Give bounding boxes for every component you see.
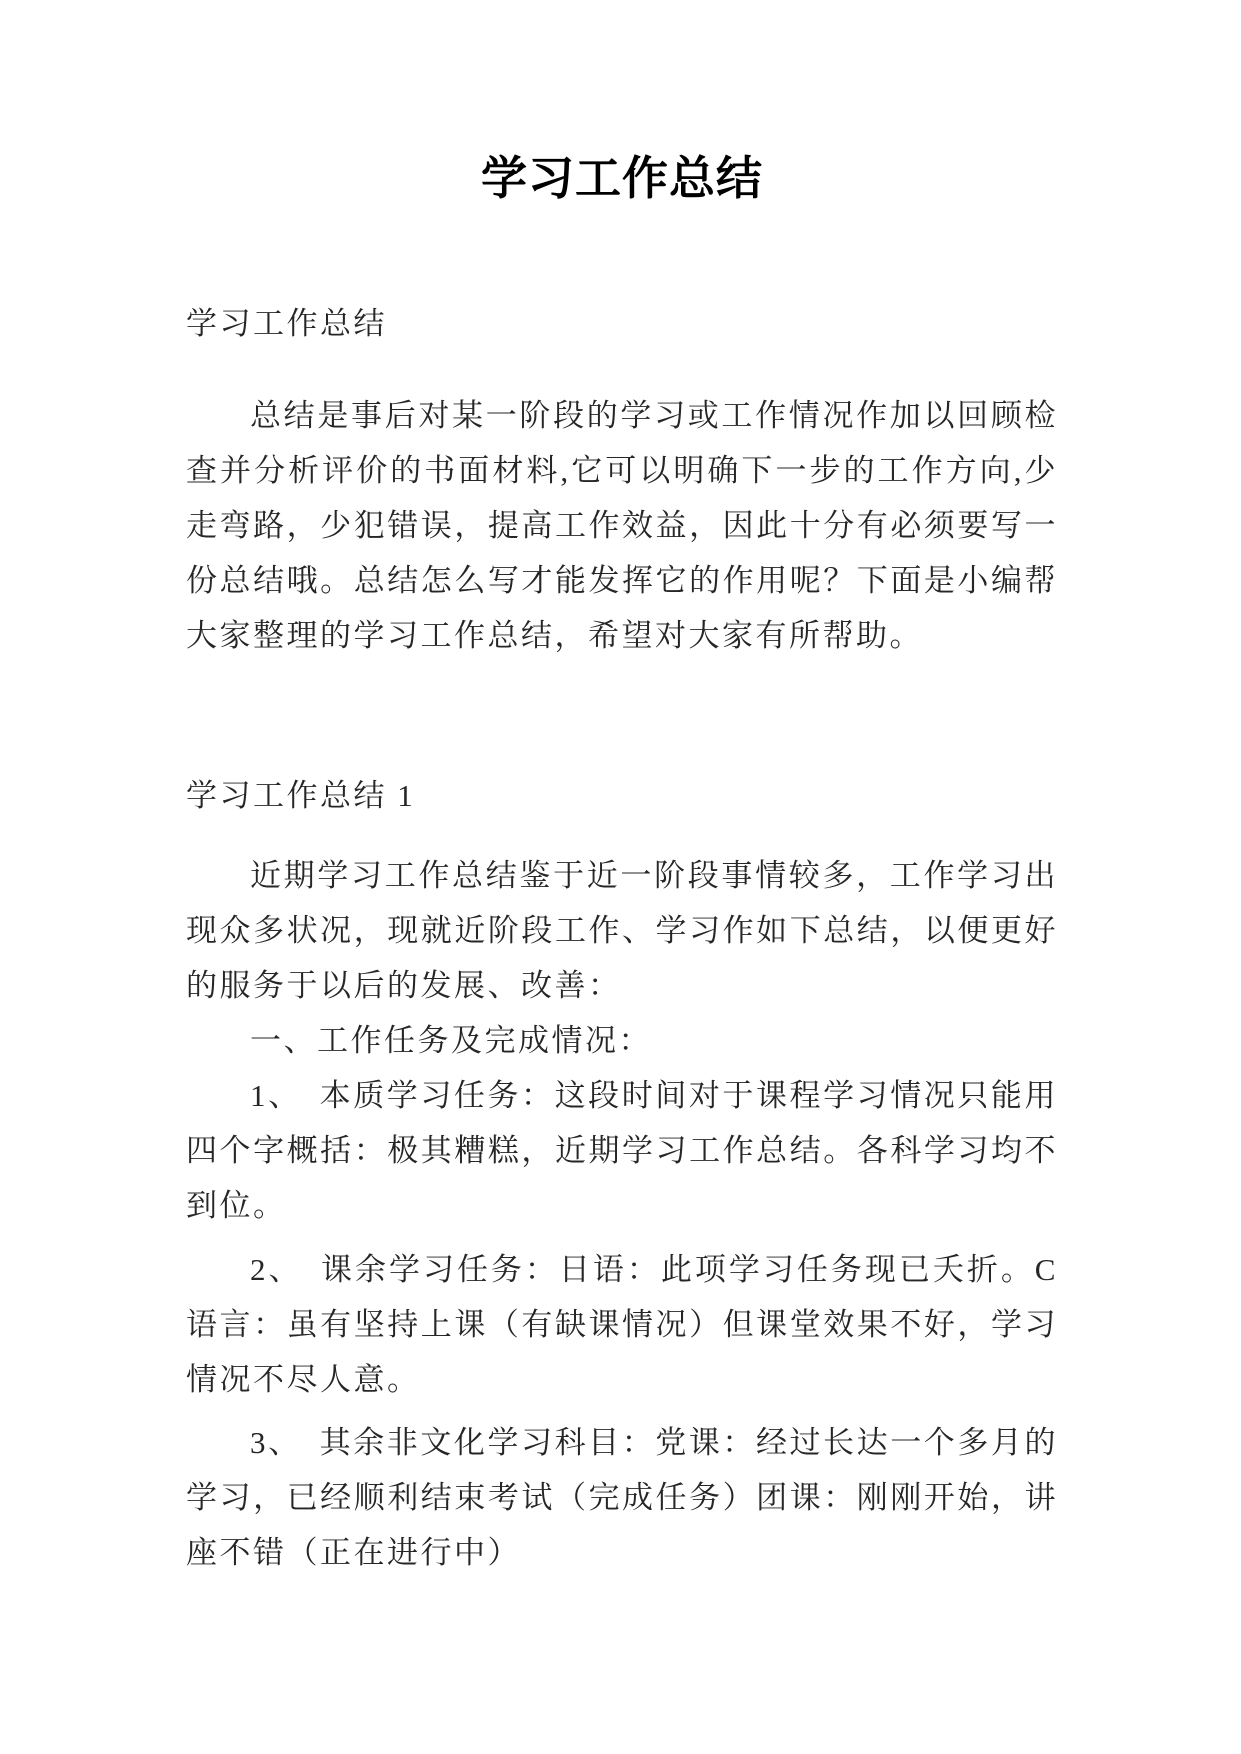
- list-item-2: 2、 课余学习任务：日语：此项学习任务现已夭折。C语言：虽有坚持上课（有缺课情况）但课堂效果不好，学习情况不尽人意。: [186, 1252, 1058, 1397]
- intro-paragraph: 总结是事后对某一阶段的学习或工作情况作加以回顾检查并分析评价的书面材料,它可以明确下一步的工作方向,少走弯路，少犯错误，提高工作效益，因此十分有必须要写一份总结哦。总结怎么写才能发挥它的作用呢？下面是小编帮大家整理的学习工作总结，希望对大家有所帮助。: [186, 398, 1058, 653]
- list-item-1: 1、 本质学习任务：这段时间对于课程学习情况只能用四个字概括：极其糟糕，近期学习工作总结。各科学习均不到位。: [186, 1078, 1058, 1223]
- section-intro-paragraph: 近期学习工作总结鉴于近一阶段事情较多，工作学习出现众多状况，现就近阶段工作、学习作如下总结，以便更好的服务于以后的发展、改善：: [186, 858, 1058, 1003]
- list-item-3: 3、 其余非文化学习科目：党课：经过长达一个多月的学习，已经顺利结束考试（完成任务）团课：刚刚开始，讲座不错（正在进行中）: [186, 1425, 1058, 1570]
- section-heading: 学习工作总结 1: [186, 778, 416, 813]
- section-subheading: 一、工作任务及完成情况：: [250, 1023, 652, 1058]
- document-subtitle: 学习工作总结: [186, 306, 387, 341]
- document-content: [186, 0, 1058, 1580]
- document-title: 学习工作总结: [481, 152, 763, 204]
